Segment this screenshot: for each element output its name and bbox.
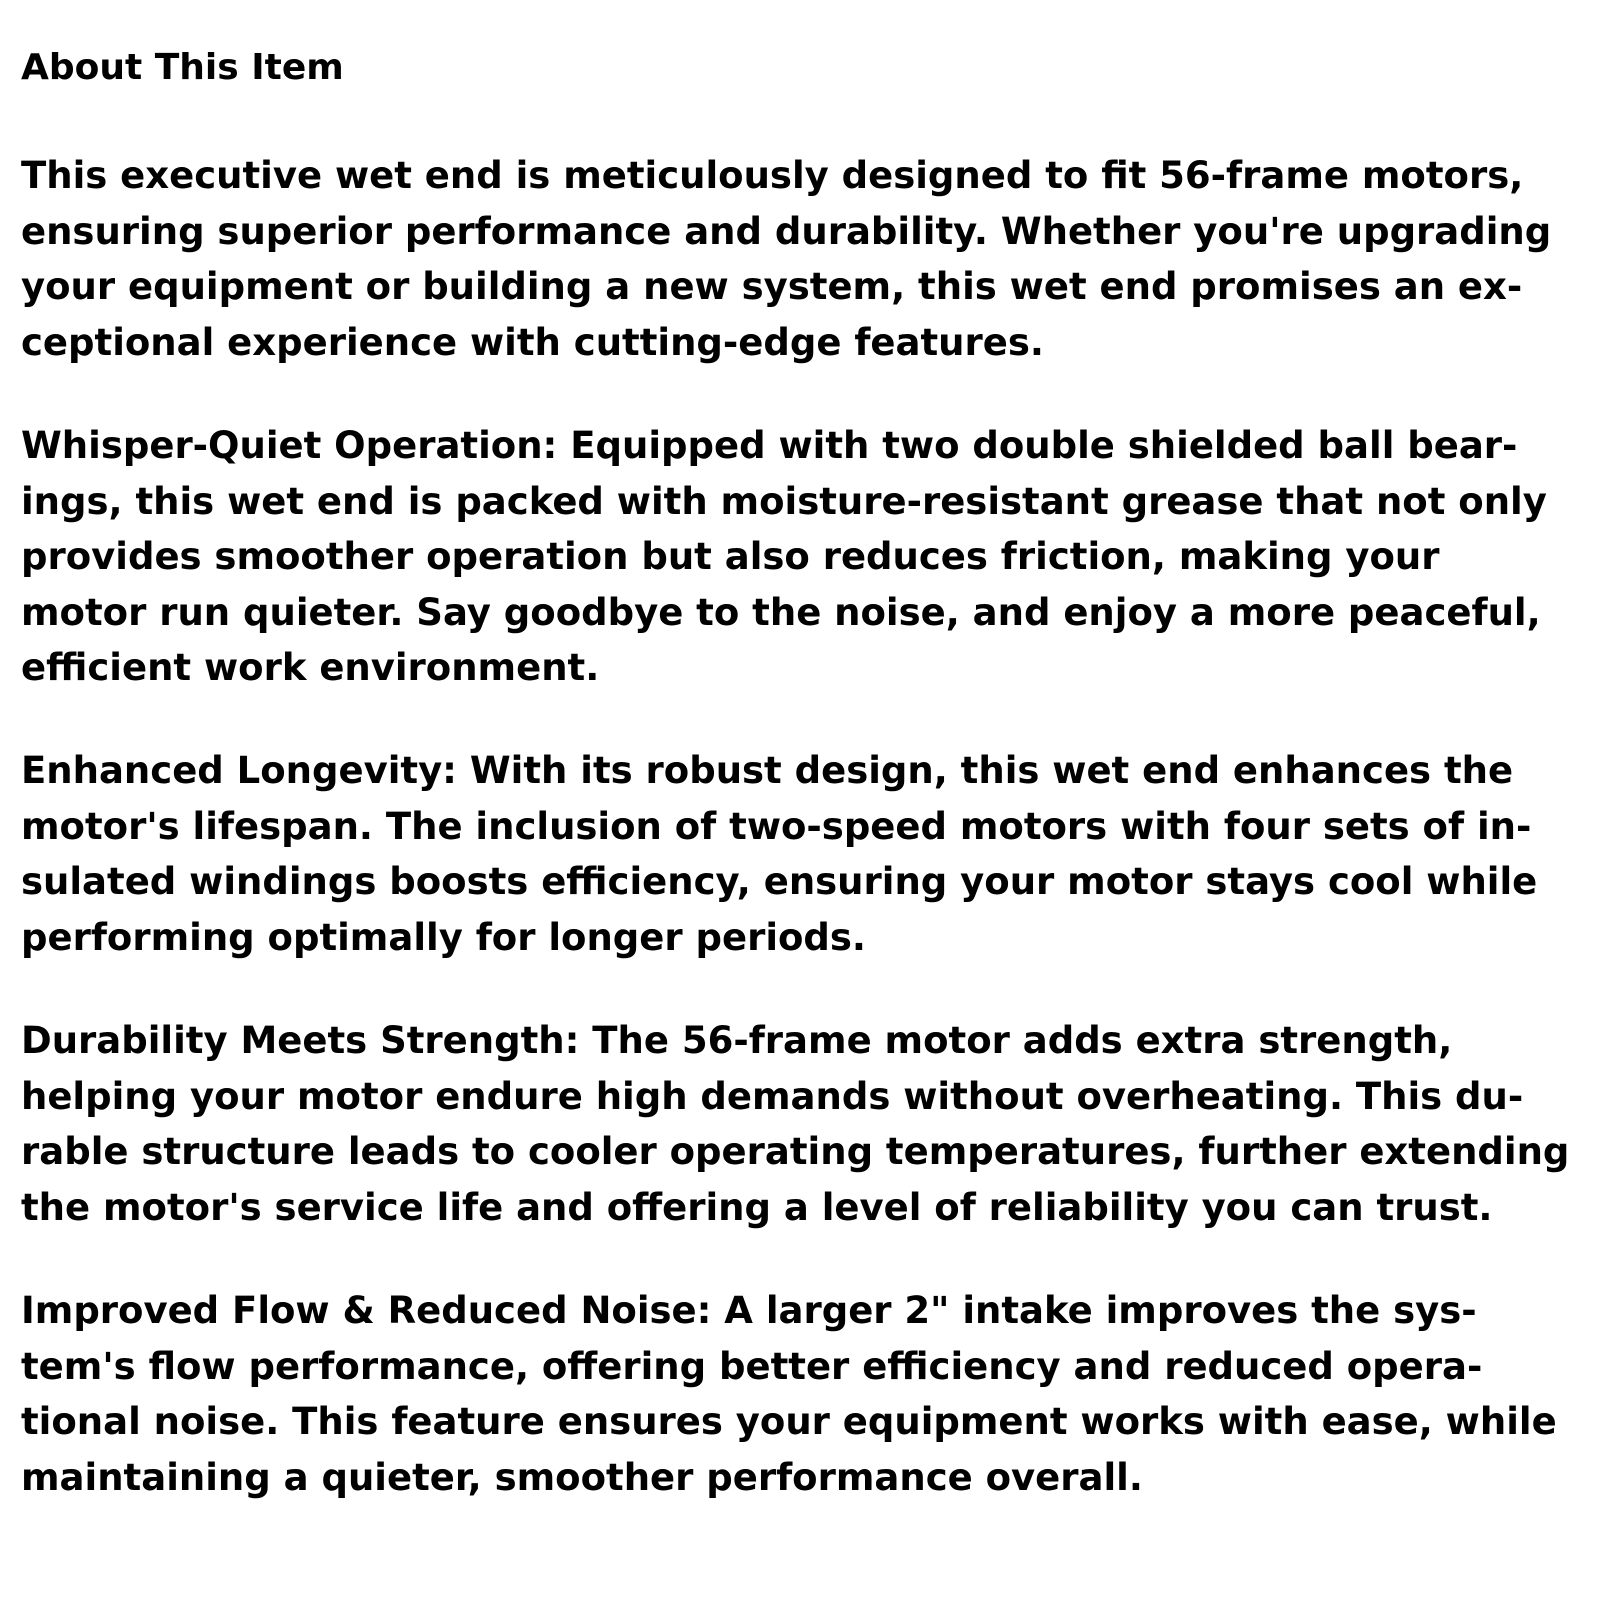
paragraph-line: efficient work environment. [21, 646, 600, 689]
paragraph-line: maintaining a quieter, smoother performance overall. [21, 1455, 1143, 1499]
paragraph-line: helping your motor endure high demands without overheating. This du- [21, 1074, 1524, 1118]
paragraph-line: ensuring superior performance and durability. Whether you're upgrading [21, 209, 1552, 253]
paragraph-line: ceptional experience with cutting-edge features. [21, 320, 1044, 364]
about-heading: About This Item [21, 47, 344, 88]
paragraph-line: This executive wet end is meticulously designed to fit 56-frame motors, [21, 154, 1524, 197]
paragraph-line: performing optimally for longer periods. [21, 915, 866, 959]
paragraph-line: the motor's service life and offering a level of reliability you can trust. [21, 1185, 1493, 1229]
feature-paragraph-quiet-operation [21, 418, 1547, 696]
paragraph-line: Enhanced Longevity: With its robust design, this wet end enhances the [21, 749, 1514, 792]
intro-paragraph [21, 148, 1551, 370]
paragraph-line: Whisper-Quiet Operation: Equipped with two double shielded ball bear- [21, 424, 1518, 467]
feature-paragraph-flow-noise [21, 1283, 1557, 1505]
paragraph-line: provides smoother operation but also reduces friction, making your [21, 535, 1440, 578]
feature-paragraph-longevity [21, 743, 1537, 965]
paragraph-line: motor's lifespan. The inclusion of two-speed motors with four sets of in- [21, 804, 1532, 848]
paragraph-line: motor run quieter. Say goodbye to the noise, and enjoy a more peaceful, [21, 590, 1541, 634]
paragraph-line: sulated windings boosts efficiency, ensuring your motor stays cool while [21, 860, 1538, 903]
paragraph-line: Improved Flow & Reduced Noise: A larger 2" intake improves the sys- [21, 1289, 1477, 1332]
paragraph-line: your equipment or building a new system, this wet end promises an ex- [21, 265, 1523, 308]
paragraph-line: tional noise. This feature ensures your equipment works with ease, while [21, 1400, 1557, 1443]
paragraph-line: ings, this wet end is packed with moisture-resistant grease that not only [21, 479, 1547, 523]
paragraph-line: tem's flow performance, offering better efficiency and reduced opera- [21, 1344, 1483, 1388]
paragraph-line: Durability Meets Strength: The 56-frame motor adds extra strength, [21, 1019, 1453, 1062]
feature-paragraph-durability [21, 1013, 1569, 1235]
paragraph-line: rable structure leads to cooler operating temperatures, further extending [21, 1130, 1570, 1173]
